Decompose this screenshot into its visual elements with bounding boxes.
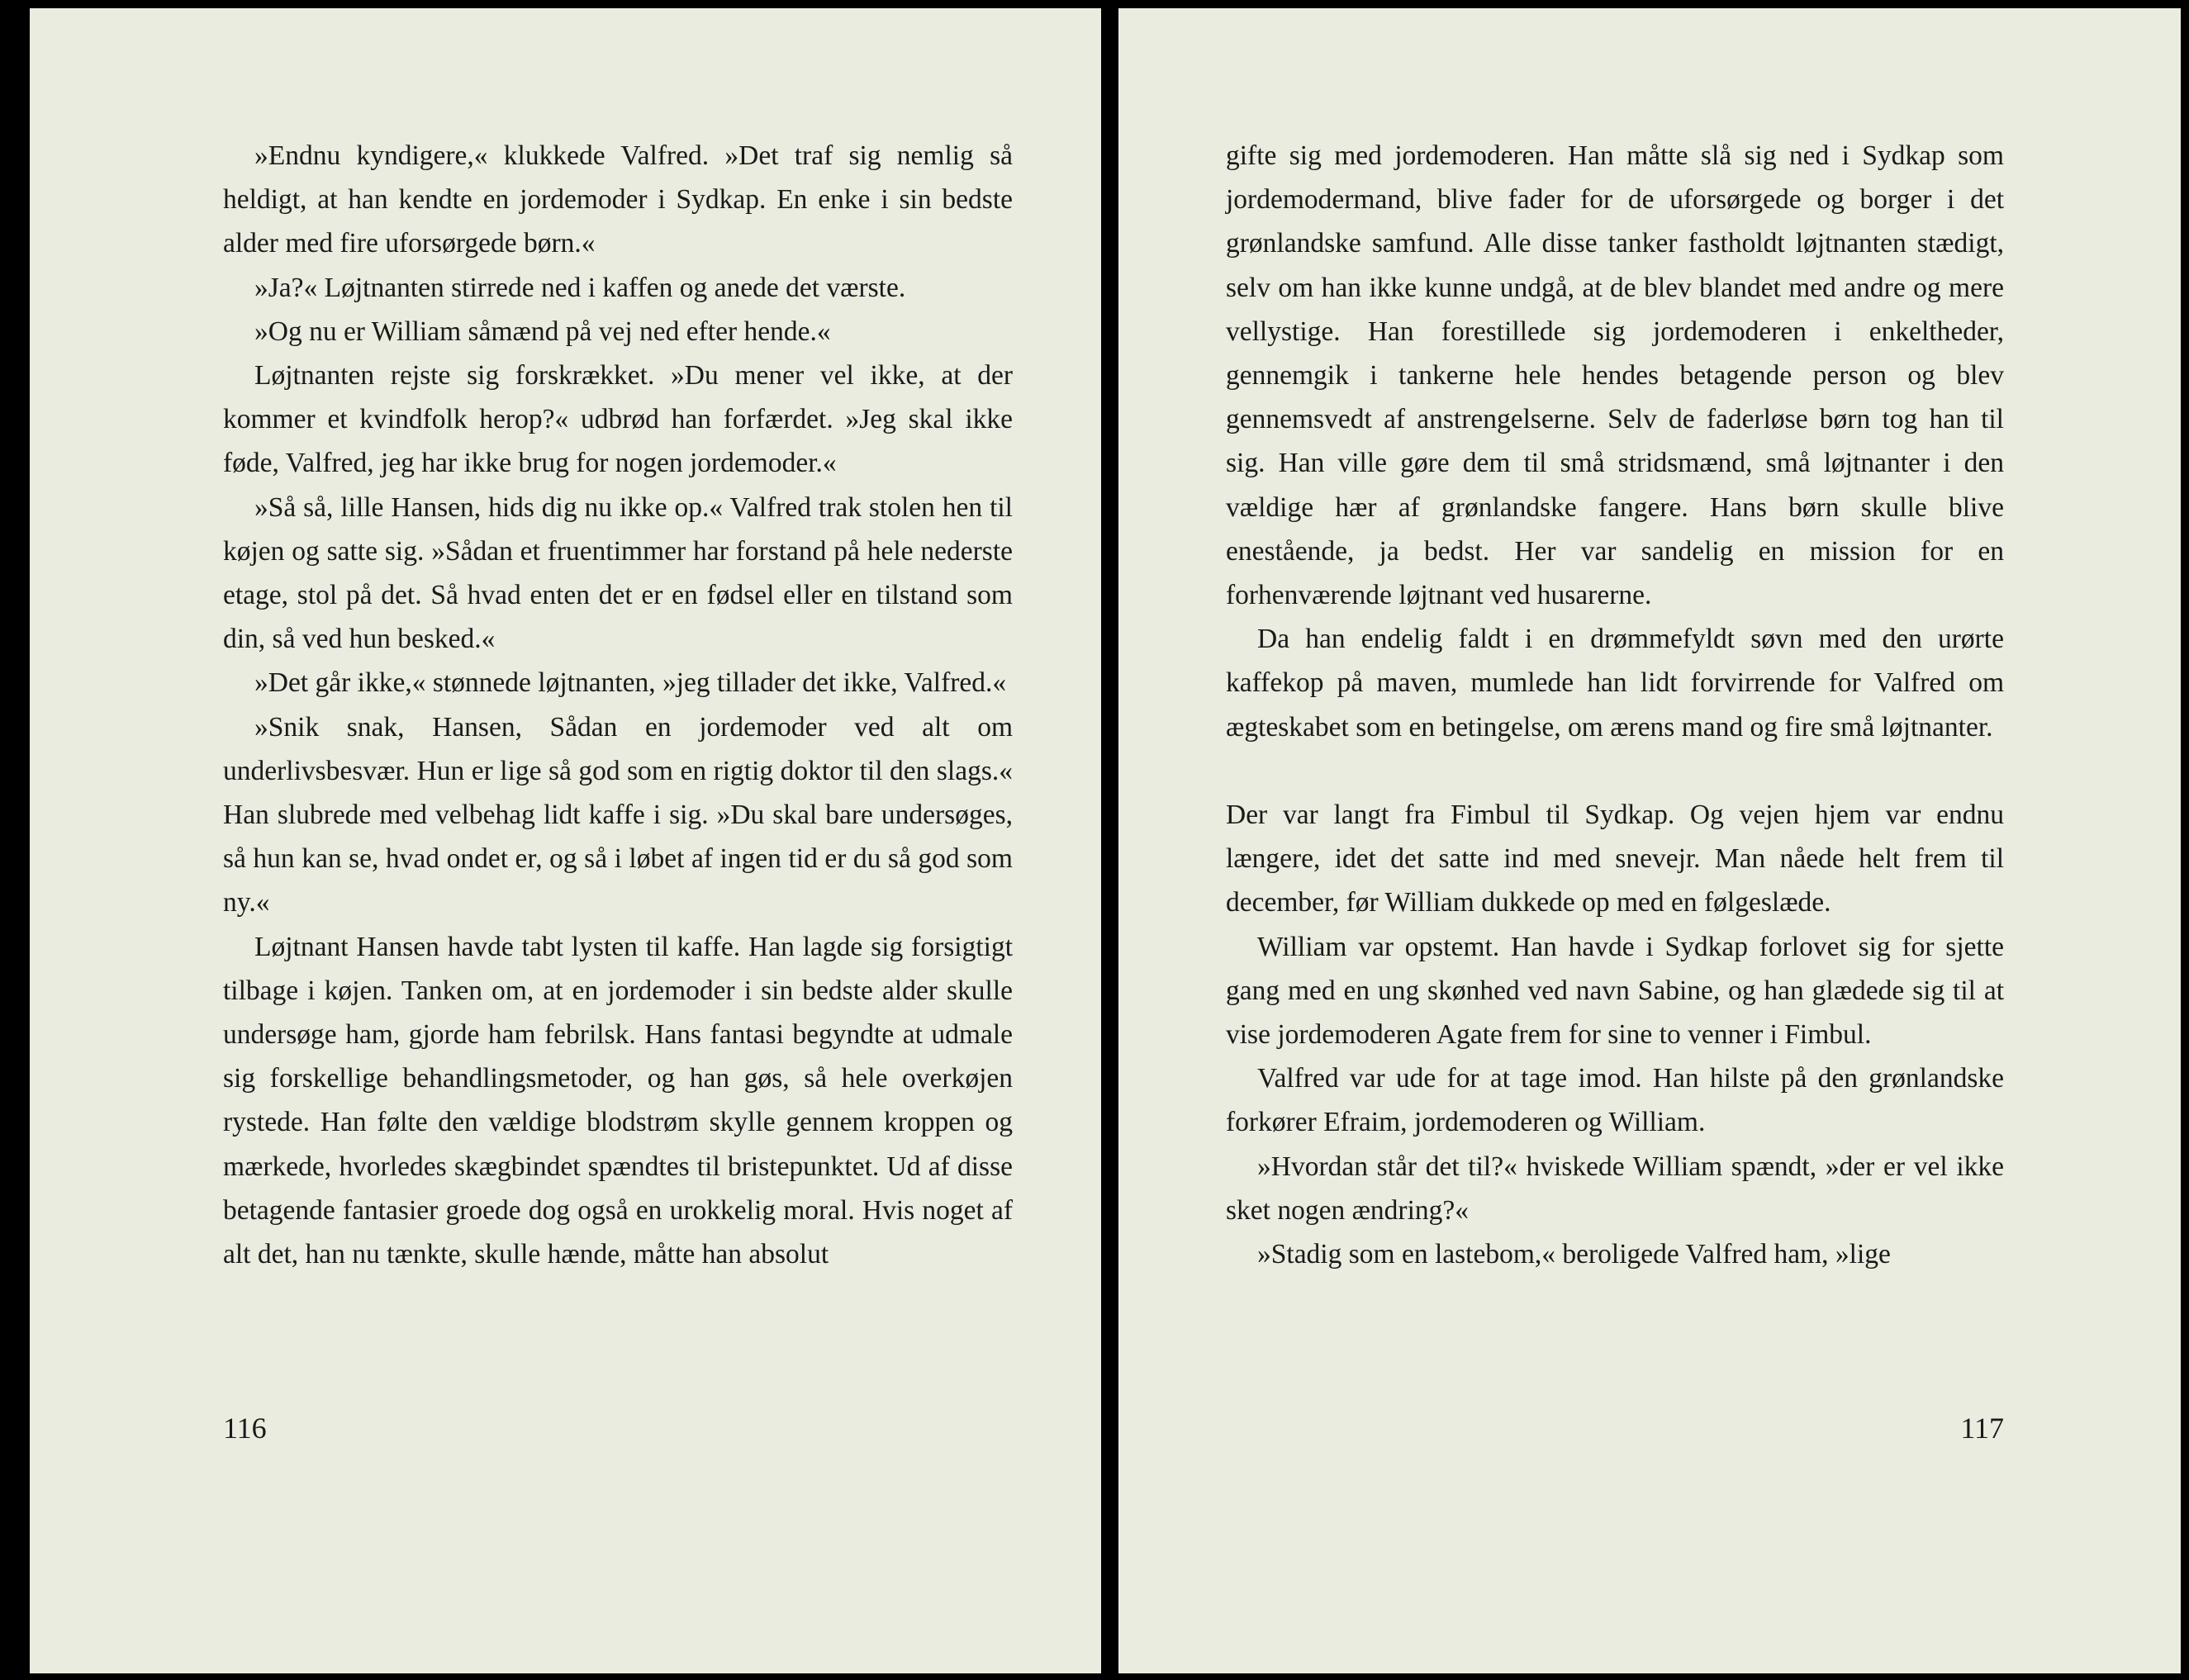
paragraph: Der var langt fra Fimbul til Sydkap. Og vejen hjem var endnu længere, idet det satte ind med snevejr. Man nåede helt frem til december, før William dukkede op med en følgeslæde. [1226,800,2004,918]
paragraph: »Og nu er William såmænd på vej ned efter hende.« [254,316,831,347]
right-page-text [1226,134,2004,1276]
paragraph: »Det går ikke,« stønnede løjtnanten, »jeg tillader det ikke, Valfred.« [254,667,1007,699]
paragraph: Løjtnant Hansen havde tabt lysten til kaffe. Han lagde sig forsigtigt tilbage i køjen. Tanken om, at en jordemoder i sin bedste alder skulle undersøge ham, gjorde ham febrilsk. Hans fantasi begyndte at udmale sig forskellige behandlingsmetoder, og han gøs, så hele overkøjen rystede. Han følte den vældige blodstrøm skylle gennem kroppen og mærkede, hvorledes skægbindet spændtes til bristepunktet. Ud af disse betagende fantasier groede dog også en urokkelig moral. Hvis noget af alt det, han nu tænkte, skulle hænde, måtte han absolut [223,931,1013,1270]
paragraph: Da han endelig faldt i en drømmefyldt søvn med den urørte kaffekop på maven, mumlede han lidt forvirrende for Valfred om ægteskabet som en betingelse, om ærens mand og fire små løjtnanter. [1226,624,2004,743]
left-page [30,8,1101,1673]
paragraph: »Hvordan står det til?« hviskede William spændt, »der er vel ikke sket nogen ændring?« [1226,1151,2004,1226]
page-number: 117 [1960,1412,2004,1445]
paragraph: »Ja?« Løjtnanten stirrede ned i kaffen og anede det værste. [254,272,906,303]
section-break [1226,749,2004,793]
paragraph: Løjtnanten rejste sig forskrækket. »Du mener vel ikke, at der kommer et kvindfolk herop?« udbrød han forfærdet. »Jeg skal ikke føde, Valfred, jeg har ikke brug for nogen jordemoder.« [223,360,1013,479]
page-number: 116 [223,1412,267,1445]
paragraph: »Endnu kyndigere,« klukkede Valfred. »Det traf sig nemlig så heldigt, at han kendte en jordemoder i Sydkap. En enke i sin bedste alder med fire uforsørgede børn.« [223,140,1013,259]
paragraph: William var opstemt. Han havde i Sydkap forlovet sig for sjette gang med en ung skønhed ved navn Sabine, og han glædede sig til at vise jordemoderen Agate frem for sine to venner i Fimbul. [1226,931,2004,1051]
left-page-text [223,134,1013,1276]
paragraph: »Snik snak, Hansen, Sådan en jordemoder ved alt om underlivsbesvær. Hun er lige så god som en rigtig doktor til den slags.« Han slubrede med velbehag lidt kaffe i sig. »Du skal bare undersøges, så hun kan se, hvad ondet er, og så i løbet af ingen tid er du så god som ny.« [223,711,1013,918]
paragraph: Valfred var ude for at tage imod. Han hilste på den grønlandske forkører Efraim, jordemoderen og William. [1226,1063,2004,1138]
paragraph: »Så så, lille Hansen, hids dig nu ikke op.« Valfred trak stolen hen til køjen og satte sig. »Sådan et fruentimmer har forstand på hele nederste etage, stol på det. Så hvad enten det er en fødsel eller en tilstand som din, så ved hun besked.« [223,491,1013,655]
right-page [1118,8,2181,1673]
paragraph: »Stadig som en lastebom,« beroligede Valfred ham, »lige [1257,1239,1891,1270]
paragraph: gifte sig med jordemoderen. Han måtte slå sig ned i Sydkap som jordemodermand, blive fader for de uforsørgede og borger i det grønlandske samfund. Alle disse tanker fastholdt løjtnanten stædigt, selv om han ikke kunne undgå, at de blev blandet med andre og mere vellystige. Han forestillede sig jordemoderen i enkeltheder, gennemgik i tankerne hele hendes betagende person og blev gennemsvedt af anstrengelserne. Selv de faderløse børn tog han til sig. Han ville gøre dem til små stridsmænd, små løjtnanter i den vældige hær af grønlandske fangere. Hans børn skulle blive enestående, ja bedst. Her var sandelig en mission for en forhenværende løjtnant ved husarerne. [1226,140,2004,611]
